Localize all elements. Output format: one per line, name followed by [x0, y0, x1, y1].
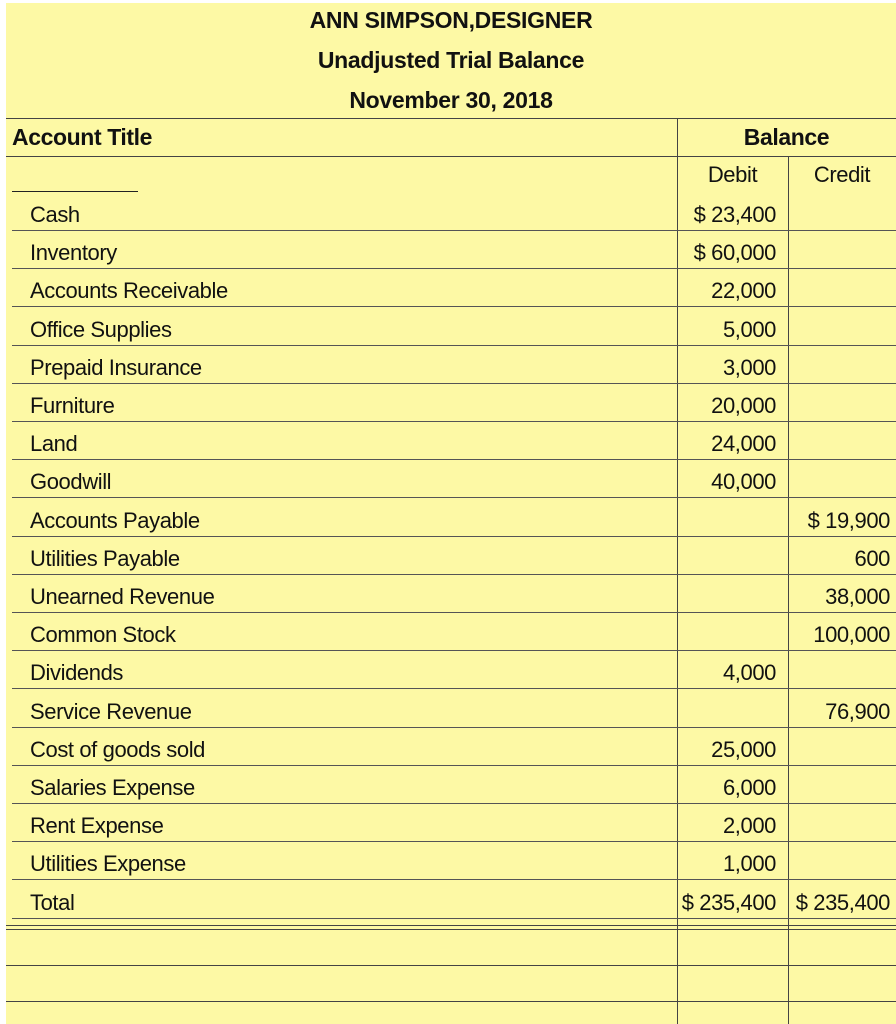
row-rule	[12, 421, 896, 422]
blank-row-underline	[12, 191, 138, 192]
statement-title: Unadjusted Trial Balance	[317, 47, 585, 73]
debit-credit-divider	[788, 156, 789, 1024]
debit-amount: 25,000	[711, 737, 776, 762]
debit-amount: 22,000	[711, 278, 776, 303]
credit-amount	[790, 273, 890, 309]
debit-amount	[678, 694, 776, 730]
row-rule	[12, 345, 896, 346]
empty-row-rule	[6, 1001, 896, 1002]
account-name: Inventory	[30, 240, 117, 265]
account-name: Utilities Payable	[30, 546, 180, 571]
trial-balance-sheet	[6, 3, 896, 1024]
row-rule	[12, 383, 896, 384]
row-rule	[12, 727, 896, 728]
debit-amount: $ 23,400	[693, 202, 776, 227]
credit-amount	[790, 846, 890, 882]
account-name: Furniture	[30, 393, 115, 418]
debit-amount: 40,000	[711, 469, 776, 494]
account-name: Common Stock	[30, 622, 176, 647]
row-rule	[12, 803, 896, 804]
credit-amount: $ 235,400	[795, 890, 890, 915]
account-name: Land	[30, 431, 78, 456]
debit-amount: 4,000	[722, 660, 776, 685]
account-title-header: Account Title	[12, 124, 153, 150]
debit-amount: 1,000	[722, 851, 776, 876]
credit-header: Credit	[813, 162, 871, 187]
debit-amount: $ 235,400	[681, 890, 776, 915]
row-rule	[12, 650, 896, 651]
account-name: Utilities Expense	[30, 851, 186, 876]
account-name: Office Supplies	[30, 317, 172, 342]
debit-amount: $ 60,000	[693, 240, 776, 265]
row-rule	[12, 459, 896, 460]
debit-amount	[678, 503, 776, 539]
account-name: Service Revenue	[30, 699, 192, 724]
debit-amount: 6,000	[722, 775, 776, 800]
account-name: Unearned Revenue	[30, 584, 215, 609]
credit-amount	[790, 770, 890, 806]
credit-amount	[790, 464, 890, 500]
debit-amount: 3,000	[722, 355, 776, 380]
company-name: ANN SIMPSON,DESIGNER	[309, 7, 593, 33]
row-rule	[12, 268, 896, 269]
debit-amount: 5,000	[722, 317, 776, 342]
debit-amount	[678, 617, 776, 653]
credit-amount: $ 19,900	[807, 508, 890, 533]
credit-amount	[790, 732, 890, 768]
balance-header: Balance	[743, 124, 830, 150]
credit-amount	[790, 350, 890, 386]
credit-amount	[790, 235, 890, 271]
row-rule	[12, 536, 896, 537]
row-rule	[12, 879, 896, 880]
debit-amount: 20,000	[711, 393, 776, 418]
row-rule	[12, 612, 896, 613]
credit-amount: 100,000	[813, 622, 890, 647]
credit-amount	[790, 655, 890, 691]
total-double-rule-1	[6, 925, 896, 926]
credit-amount	[790, 312, 890, 348]
row-rule	[12, 918, 896, 919]
account-name: Goodwill	[30, 469, 112, 494]
row-rule	[12, 574, 896, 575]
statement-date: November 30, 2018	[349, 87, 553, 113]
credit-amount	[790, 426, 890, 462]
account-name: Prepaid Insurance	[30, 355, 202, 380]
debit-amount	[678, 579, 776, 615]
account-name: Cash	[30, 202, 80, 227]
credit-amount: 600	[854, 546, 890, 571]
total-double-rule-2	[6, 929, 896, 930]
empty-row-rule	[6, 965, 896, 966]
row-rule	[12, 765, 896, 766]
account-name: Dividends	[30, 660, 124, 685]
account-name: Accounts Payable	[30, 508, 200, 533]
credit-amount	[790, 808, 890, 844]
row-rule	[12, 688, 896, 689]
credit-amount: 38,000	[825, 584, 890, 609]
debit-amount: 2,000	[722, 813, 776, 838]
account-name: Rent Expense	[30, 813, 164, 838]
debit-amount: 24,000	[711, 431, 776, 456]
credit-amount	[790, 388, 890, 424]
credit-amount	[790, 197, 890, 233]
row-rule	[12, 497, 896, 498]
debit-header: Debit	[707, 162, 758, 187]
row-rule	[12, 841, 896, 842]
credit-amount: 76,900	[825, 699, 890, 724]
account-name: Total	[30, 890, 75, 915]
debit-amount	[678, 541, 776, 577]
account-name: Accounts Receivable	[30, 278, 228, 303]
row-rule	[12, 306, 896, 307]
account-name: Cost of goods sold	[30, 737, 206, 762]
row-rule	[12, 230, 896, 231]
account-name: Salaries Expense	[30, 775, 195, 800]
